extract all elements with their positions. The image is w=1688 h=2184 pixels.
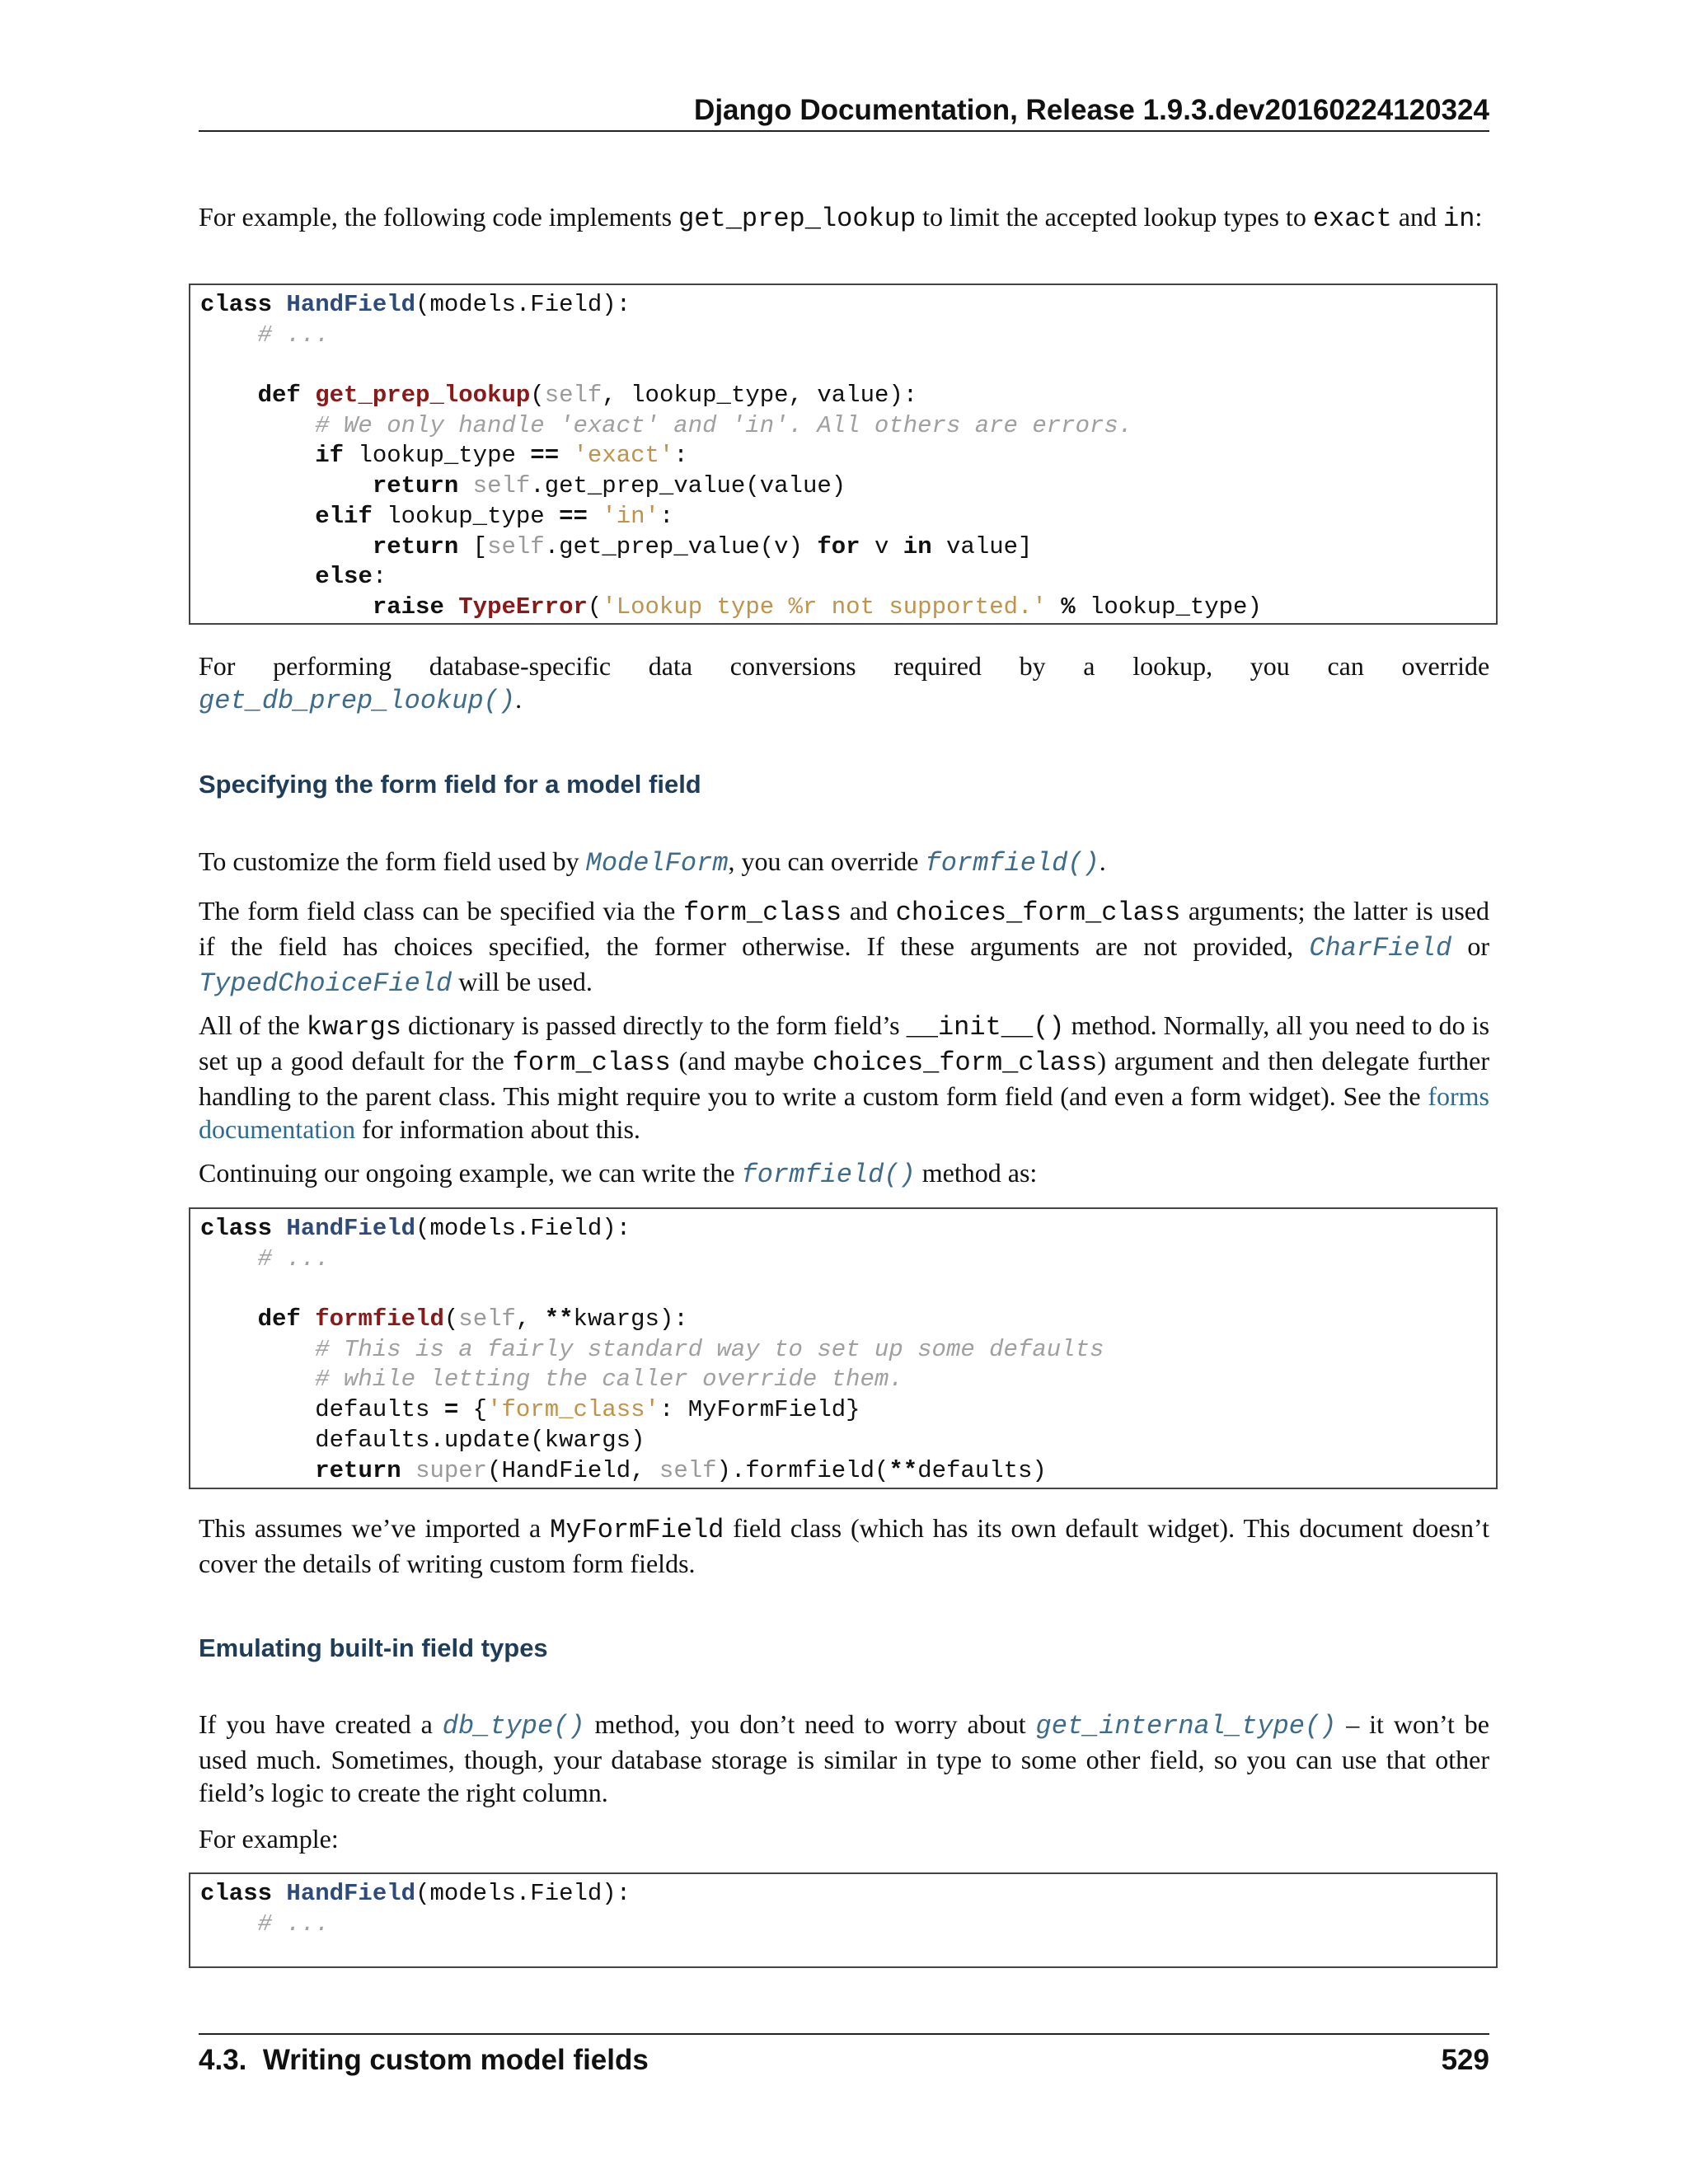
code-block-get-prep-lookup bbox=[189, 284, 1498, 625]
footer-rule bbox=[199, 2033, 1489, 2035]
section-heading-emulating: Emulating built-in field types bbox=[199, 1633, 548, 1662]
section-heading-form-field: Specifying the form field for a model field bbox=[199, 770, 701, 799]
code-line: class HandField(models.Field): bbox=[200, 1880, 631, 1907]
inline-code: exact bbox=[1312, 204, 1392, 234]
text: : bbox=[1475, 202, 1483, 232]
continuing-paragraph: Continuing our ongoing example, we can write the formfield() method as: bbox=[199, 1158, 1038, 1190]
code-line: class HandField(models.Field): bbox=[200, 291, 631, 318]
xref-link-formfield[interactable]: formfield() bbox=[925, 848, 1100, 879]
code-line: return self.get_prep_value(value) bbox=[372, 472, 846, 500]
inline-code: get_prep_lookup bbox=[678, 204, 917, 234]
intro-paragraph bbox=[199, 200, 1489, 236]
xref-link-charfield[interactable]: CharField bbox=[1309, 933, 1452, 963]
form-class-paragraph: The form field class can be specified via the form_class and choices_form_class arguments; the latter is used if the field has choices specified, the former otherwise. If these arguments are not provided, CharField or TypedChoiceField will be used. bbox=[199, 896, 1490, 999]
for-example-paragraph: For example: bbox=[199, 1824, 339, 1854]
code-comment: # ... bbox=[200, 1910, 330, 1938]
customize-paragraph: To customize the form field used by ModelForm, you can override formfield(). bbox=[199, 846, 1106, 879]
running-header: Django Documentation, Release 1.9.3.dev20160224120324 bbox=[694, 94, 1489, 126]
db-type-paragraph: If you have created a db_type() method, you don’t need to worry about get_internal_type() – it won’t be used much. Sometimes, though, your database storage is similar in type to some other field, so you can use that other field’s logic to create the right column. bbox=[199, 1709, 1490, 1807]
kwargs-paragraph: All of the kwargs dictionary is passed directly to the form field’s __init__() method. Normally, all you need to do is set up a good default for the form_class (and maybe choices_form_class) argument and then delegate further handling to the parent class. This might require you to write a custom form field (and even a form widget). See the forms documentation for information about this. bbox=[199, 1010, 1490, 1144]
footer-section-title: 4.3. Writing custom model fields bbox=[199, 2044, 649, 2076]
code-blank-line bbox=[200, 350, 1496, 381]
page-number: 529 bbox=[1441, 2044, 1489, 2076]
code-blank-line bbox=[200, 1274, 1496, 1305]
db-prep-paragraph: For performing database-specific data conversions required by a lookup, you can override get_db_prep_lookup(). bbox=[199, 651, 1490, 716]
justified-line: For performing database-specific data conversions required by a lookup, you can override bbox=[199, 651, 1490, 681]
code-line: return super(HandField, self).formfield(**defaults) bbox=[315, 1456, 1047, 1484]
header-rule bbox=[199, 130, 1489, 132]
text: For example, the following code implements bbox=[199, 202, 679, 232]
code-line: return [self.get_prep_value(v) for v in value] bbox=[372, 532, 1033, 560]
xref-link-get-db-prep-lookup[interactable]: get_db_prep_lookup() bbox=[199, 686, 516, 716]
code-comment: # This is a fairly standard way to set up some defaults bbox=[200, 1335, 1104, 1363]
xref-link-formfield[interactable]: formfield() bbox=[741, 1160, 916, 1190]
code-line: def formfield(self, **kwargs): bbox=[257, 1305, 688, 1333]
forms-documentation-link[interactable]: forms documentation bbox=[199, 1081, 1489, 1144]
xref-link-typedchoicefield[interactable]: TypedChoiceField bbox=[199, 968, 452, 999]
code-comment: # ... bbox=[200, 321, 330, 349]
code-line: raise TypeError('Lookup type %r not supported.' % lookup_type) bbox=[372, 593, 1262, 621]
code-comment: # while letting the caller override them. bbox=[200, 1366, 903, 1394]
assumes-paragraph: This assumes we’ve imported a MyFormField field class (which has its own default widget). This document doesn’t cover the details of writing custom form fields. bbox=[199, 1513, 1490, 1578]
code-block-formfield bbox=[189, 1207, 1498, 1489]
code-line: def get_prep_lookup(self, lookup_type, value): bbox=[257, 382, 918, 410]
code-line: defaults.update(kwargs) bbox=[200, 1426, 645, 1454]
xref-link-modelform[interactable]: ModelForm bbox=[585, 848, 729, 879]
xref-link-get-internal-type[interactable]: get_internal_type() bbox=[1035, 1711, 1337, 1741]
text: to limit the accepted lookup types to bbox=[916, 202, 1313, 232]
code-line: defaults = {'form_class': MyFormField} bbox=[315, 1396, 860, 1424]
code-comment: # ... bbox=[200, 1244, 330, 1272]
code-comment: # We only handle 'exact' and 'in'. All others are errors. bbox=[200, 411, 1133, 439]
xref-link-db-type[interactable]: db_type() bbox=[442, 1711, 585, 1741]
code-block-handfield bbox=[189, 1872, 1498, 1968]
code-line: else: bbox=[315, 563, 387, 591]
inline-code: in bbox=[1443, 204, 1475, 234]
code-line: class HandField(models.Field): bbox=[200, 1215, 631, 1242]
code-line: if lookup_type == 'exact': bbox=[315, 442, 688, 470]
text: and bbox=[1391, 202, 1444, 232]
code-line: elif lookup_type == 'in': bbox=[315, 502, 674, 530]
